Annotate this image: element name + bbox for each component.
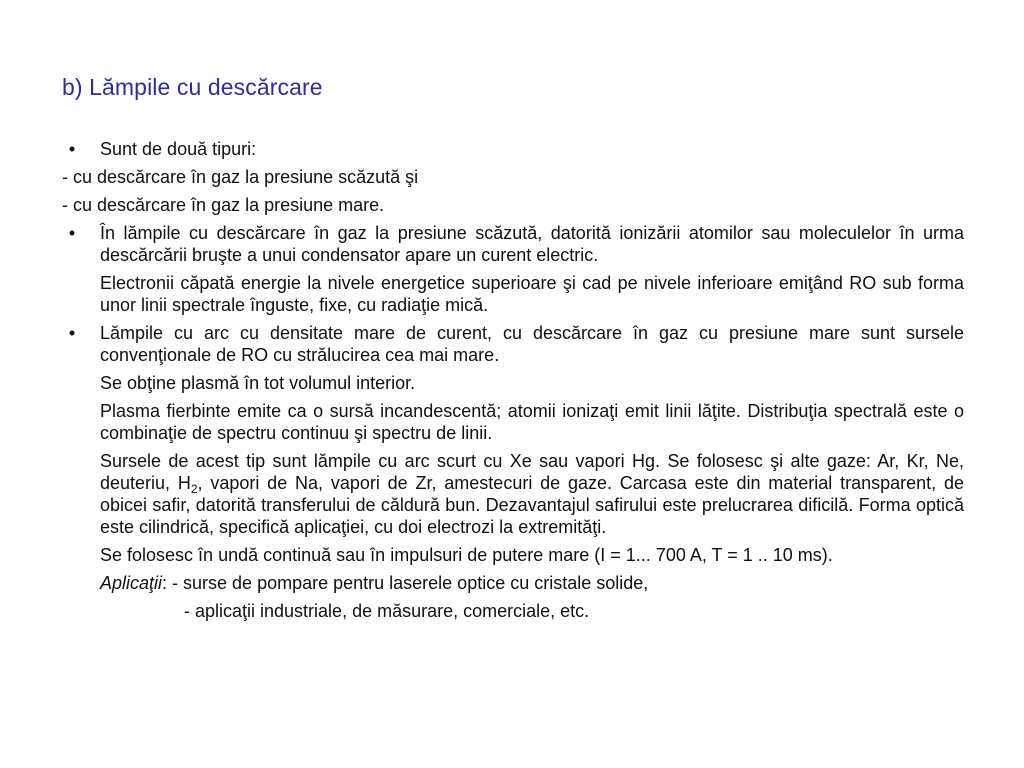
bullet-item <box>62 222 964 266</box>
paragraph: - aplicaţii industriale, de măsurare, comerciale, etc. <box>184 601 590 621</box>
bullet-text: Lămpile cu arc cu densitate mare de curent, cu descărcare în gaz cu presiune mare sunt sursele convenţionale de RO cu strălucirea cea mai mare. <box>100 323 964 365</box>
bullet-icon: • <box>68 139 76 159</box>
slide-title: b) Lămpile cu descărcare <box>62 74 323 100</box>
subscript: 2 <box>190 482 198 496</box>
bullet-item <box>62 322 964 366</box>
bullet-item <box>62 138 964 160</box>
paragraph: Electronii căpată energie la nivele energetice superioare şi cad pe nivele inferioare emiţând RO sub forma unor linii spectrale înguste, fixe, cu radiaţie mică. <box>100 273 964 315</box>
text-line: - cu descărcare în gaz la presiune mare. <box>62 195 385 215</box>
paragraph: Se folosesc în undă continuă sau în impulsuri de putere mare (I = 1... 700 A, T = 1 .. 10 ms). <box>100 545 833 565</box>
bullet-text: Sunt de două tipuri: <box>100 139 257 159</box>
bullet-icon: • <box>68 323 76 343</box>
paragraph-part: , vapori de Na, vapori de Zr, amestecuri de gaze. Carcasa este din material transparent, de obicei safir, datorită transferului de căldură bun. Dezavantajul safirului este prelucrarea dificilă. Forma optică este cilindrică, specifică aplicaţiei, cu doi electrozi la extremităţi. <box>100 473 964 537</box>
paragraph <box>62 450 964 538</box>
bullet-icon: • <box>68 223 76 243</box>
paragraph-part: : - surse de pompare pentru laserele optice cu cristale solide, <box>162 573 649 593</box>
paragraph-part: Sursele de acest tip sunt lămpile cu arc scurt cu Xe sau vapori Hg. Se folosesc şi alte gaze: Ar, Kr, Ne, deuteriu, H <box>100 451 964 493</box>
bullet-text: În lămpile cu descărcare în gaz la presiune scăzută, datorită ionizării atomilor sau moleculelor în urma descărcării bruşte a unui condensator apare un curent electric. <box>100 223 964 265</box>
paragraph <box>62 572 964 594</box>
slide-content <box>62 138 964 628</box>
paragraph: Se obţine plasmă în tot volumul interior. <box>100 373 416 393</box>
paragraph: Plasma fierbinte emite ca o sursă incandescentă; atomii ionizaţi emit linii lăţite. Distribuţia spectrală este o combinaţie de spectru continuu şi spectru de linii. <box>100 401 964 443</box>
text-line: - cu descărcare în gaz la presiune scăzută şi <box>62 167 419 187</box>
applications-label: Aplicaţii <box>100 573 163 593</box>
